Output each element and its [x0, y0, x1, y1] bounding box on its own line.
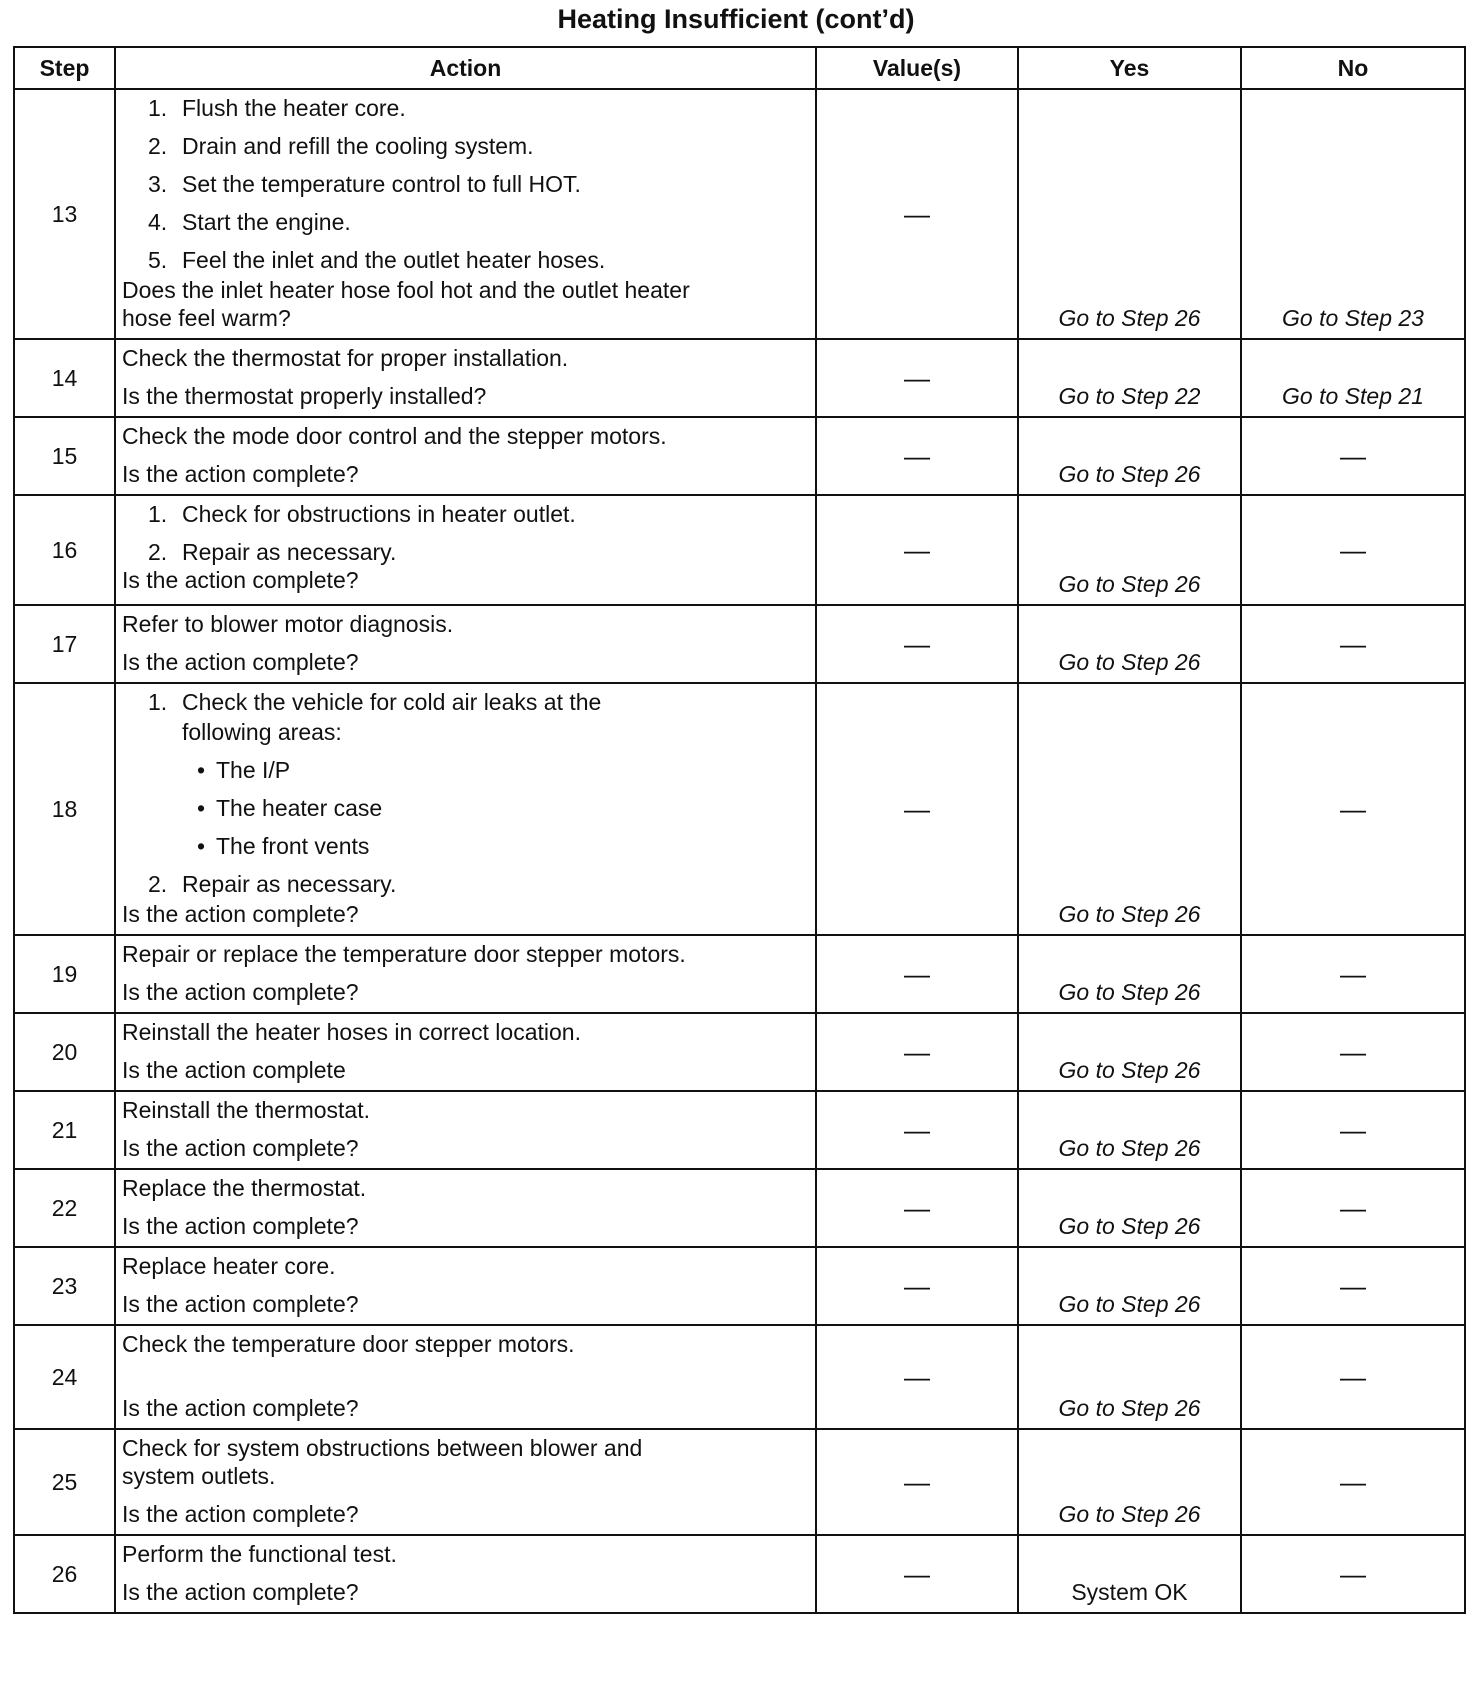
table-row: [14, 1091, 1465, 1169]
value-cell: —: [816, 605, 1018, 683]
step-number: 15: [14, 417, 115, 495]
action-question: Is the action complete?: [122, 461, 359, 487]
yes-cell: Go to Step 26: [1018, 1247, 1241, 1325]
action-question: Is the action complete?: [122, 1135, 359, 1161]
value-cell: —: [816, 339, 1018, 417]
no-cell: Go to Step 21: [1241, 339, 1465, 417]
action-cell: [115, 1429, 816, 1535]
no-cell: —: [1241, 1091, 1465, 1169]
action-cell: [115, 935, 816, 1013]
header-step: Step: [14, 47, 115, 89]
action-question: Is the action complete?: [122, 979, 359, 1005]
bullet-item: • The heater case: [196, 795, 383, 821]
action-item: 5. Feel the inlet and the outlet heater hoses.: [148, 247, 606, 273]
action-question: Is the action complete?: [122, 567, 359, 593]
action-text: Repair or replace the temperature door stepper motors.: [122, 941, 686, 967]
yes-cell: Go to Step 22: [1018, 339, 1241, 417]
value-cell: —: [816, 1091, 1018, 1169]
page-title: Heating Insufficient (cont’d): [557, 4, 915, 34]
table-row: [14, 935, 1465, 1013]
no-cell: Go to Step 23: [1241, 89, 1465, 339]
table-row: [14, 1429, 1465, 1535]
action-cell: [115, 605, 816, 683]
step-number: 19: [14, 935, 115, 1013]
action-text: Replace heater core.: [122, 1253, 336, 1279]
action-cell: [115, 683, 816, 935]
action-cell: [115, 1169, 816, 1247]
yes-cell: Go to Step 26: [1018, 1013, 1241, 1091]
step-number: 22: [14, 1169, 115, 1247]
value-cell: —: [816, 1247, 1018, 1325]
action-text: Refer to blower motor diagnosis.: [122, 611, 454, 637]
action-question: Is the action complete?: [122, 1213, 359, 1239]
step-number: 13: [14, 89, 115, 339]
value-cell: —: [816, 683, 1018, 935]
action-question: Is the action complete?: [122, 1395, 359, 1421]
value-cell: —: [816, 1013, 1018, 1091]
action-item: 2. Repair as necessary.: [148, 539, 397, 565]
action-cell: [115, 417, 816, 495]
value-cell: —: [816, 1429, 1018, 1535]
action-text: Perform the functional test.: [122, 1541, 397, 1567]
action-text: Replace the thermostat.: [122, 1175, 367, 1201]
step-number: 18: [14, 683, 115, 935]
action-text: Reinstall the heater hoses in correct location.: [122, 1019, 581, 1045]
action-question: Is the action complete?: [122, 1501, 359, 1527]
no-cell: —: [1241, 1169, 1465, 1247]
table-row: [14, 1013, 1465, 1091]
action-text: Check for system obstructions between blower and: [122, 1435, 643, 1461]
header-yes: Yes: [1018, 47, 1241, 89]
no-cell: —: [1241, 417, 1465, 495]
step-number: 17: [14, 605, 115, 683]
table-row: [14, 1169, 1465, 1247]
step-number: 23: [14, 1247, 115, 1325]
action-item: 2. Repair as necessary.: [148, 871, 397, 897]
action-cell: [115, 1091, 816, 1169]
action-item: 1. Check the vehicle for cold air leaks at the: [148, 689, 602, 715]
no-cell: —: [1241, 935, 1465, 1013]
yes-cell: Go to Step 26: [1018, 1091, 1241, 1169]
table-row: [14, 683, 1465, 935]
action-cell: [115, 1535, 816, 1613]
action-question: Is the thermostat properly installed?: [122, 383, 487, 409]
bullet-item: • The front vents: [196, 833, 370, 859]
value-cell: —: [816, 1535, 1018, 1613]
action-item: 2. Drain and refill the cooling system.: [148, 133, 534, 159]
action-question: Is the action complete?: [122, 649, 359, 675]
yes-cell: Go to Step 26: [1018, 683, 1241, 935]
action-cell: [115, 89, 816, 339]
value-cell: —: [816, 935, 1018, 1013]
no-cell: —: [1241, 495, 1465, 605]
action-text: Check the mode door control and the stepper motors.: [122, 423, 667, 449]
action-cell: [115, 1325, 816, 1429]
yes-cell: System OK: [1018, 1535, 1241, 1613]
step-number: 21: [14, 1091, 115, 1169]
action-text: Check the thermostat for proper installation.: [122, 345, 569, 371]
action-text: Check the temperature door stepper motors.: [122, 1331, 575, 1357]
action-item: 1. Flush the heater core.: [148, 95, 406, 121]
table-row: [14, 1325, 1465, 1429]
step-number: 26: [14, 1535, 115, 1613]
action-item-continued: following areas:: [182, 719, 342, 745]
bullet-item: • The I/P: [196, 757, 291, 783]
action-item: 1. Check for obstructions in heater outlet.: [148, 501, 576, 527]
no-cell: —: [1241, 605, 1465, 683]
action-cell: [115, 1247, 816, 1325]
table-row: [14, 89, 1465, 339]
step-number: 25: [14, 1429, 115, 1535]
action-text: system outlets.: [122, 1463, 276, 1489]
no-cell: —: [1241, 683, 1465, 935]
no-cell: —: [1241, 1325, 1465, 1429]
value-cell: —: [816, 89, 1018, 339]
no-cell: —: [1241, 1535, 1465, 1613]
action-item: 4. Start the engine.: [148, 209, 351, 235]
table-row: [14, 605, 1465, 683]
action-cell: [115, 495, 816, 605]
table-row: [14, 1535, 1465, 1613]
action-cell: [115, 339, 816, 417]
action-question: Does the inlet heater hose fool hot and the outlet heater: [122, 277, 690, 303]
value-cell: —: [816, 417, 1018, 495]
table-header-row: [14, 47, 1465, 89]
header-values: Value(s): [816, 47, 1018, 89]
yes-cell: Go to Step 26: [1018, 1325, 1241, 1429]
step-number: 24: [14, 1325, 115, 1429]
yes-cell: Go to Step 26: [1018, 1429, 1241, 1535]
action-cell: [115, 1013, 816, 1091]
yes-cell: Go to Step 26: [1018, 605, 1241, 683]
action-item: 3. Set the temperature control to full HOT.: [148, 171, 581, 197]
yes-cell: Go to Step 26: [1018, 495, 1241, 605]
yes-cell: Go to Step 26: [1018, 417, 1241, 495]
header-no: No: [1241, 47, 1465, 89]
yes-cell: Go to Step 26: [1018, 1169, 1241, 1247]
diagnostic-table: [13, 46, 1466, 1614]
step-number: 20: [14, 1013, 115, 1091]
value-cell: —: [816, 1325, 1018, 1429]
table-row: [14, 417, 1465, 495]
value-cell: —: [816, 1169, 1018, 1247]
yes-cell: Go to Step 26: [1018, 89, 1241, 339]
yes-cell: Go to Step 26: [1018, 935, 1241, 1013]
table-row: [14, 1247, 1465, 1325]
step-number: 16: [14, 495, 115, 605]
action-text: Reinstall the thermostat.: [122, 1097, 371, 1123]
action-question: Is the action complete?: [122, 1291, 359, 1317]
action-question: hose feel warm?: [122, 305, 291, 331]
no-cell: —: [1241, 1013, 1465, 1091]
table-row: [14, 495, 1465, 605]
action-question: Is the action complete: [122, 1057, 346, 1083]
step-number: 14: [14, 339, 115, 417]
header-action: Action: [115, 47, 816, 89]
action-question: Is the action complete?: [122, 1579, 359, 1605]
no-cell: —: [1241, 1429, 1465, 1535]
table-row: [14, 339, 1465, 417]
action-question: Is the action complete?: [122, 901, 359, 927]
no-cell: —: [1241, 1247, 1465, 1325]
value-cell: —: [816, 495, 1018, 605]
